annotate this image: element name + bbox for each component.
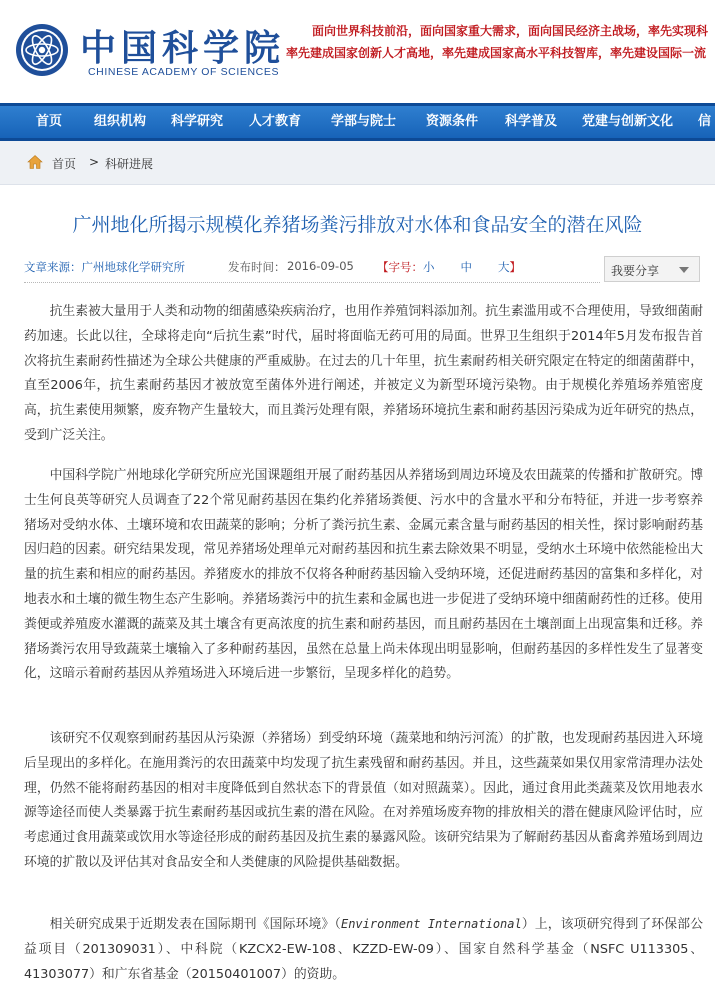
share-label: 我要分享 [611,264,660,278]
nav-item-organization[interactable]: 组织机构 [94,114,147,129]
site-name-en: CHINESE ACADEMY OF SCIENCES [88,66,280,78]
nav-item-info[interactable]: 信 [698,114,712,129]
article-paragraph-2: 中国科学院广州地球化学研究所应光国课题组开展了耐药基因从养猪场到周边环境及农田蔬菜的传播和扩散研究。博士生何良英等研究人员调查了22个常见耐药基因在集约化养猪场粪便、污水中的含量水平和分布特征，并进一步考察养猪场对受纳水体、土壤环境和农田蔬菜的影响；分析了粪污抗生素、金属元素含量与耐药基因的相关性，探讨影响耐药基因归趋的因素。研究结果发现，常见养猪场处理单元对耐药基因和抗生素去除效果不明显，受纳水土环境中依然能检出大量的抗生素和相应的耐药基因。养猪废水的排放不仅将各种耐药基因输入受纳环境，还促进耐药基因的富集和多样化，对地表水和土壤的微生物生态产生影响。养猪场粪污中的抗生素和金属也进一步促进了受纳环境中细菌耐药性的迁移。使用粪便或养殖废水灌溉的蔬菜及其土壤含有更高浓度的抗生素和耐药基因，而且耐药基因在土壤剖面上出现富集和迁移。养猪场粪污农用导致蔬菜土壤输入了多种耐药基因，虽然在总量上尚未体现出明显影响，但耐药基因的多样性发生了显著变化，这暗示着耐药基因从养殖场进入环境后进一步繁衍，呈现多样化的趋势。 [24,468,703,682]
font-size-small[interactable]: 小 [423,260,435,274]
breadcrumb-home-link[interactable]: 首页 [52,157,77,171]
nav-item-party-culture[interactable]: 党建与创新文化 [582,114,674,129]
nav-item-home[interactable]: 首页 [36,114,63,129]
cas-emblem-icon[interactable] [14,22,70,78]
home-icon[interactable] [27,154,43,170]
article-source: 文章来源：广州地球化学研究所 [24,260,185,274]
font-size-medium[interactable]: 中 [460,260,472,274]
paragraph-4-funding: ）上，该项研究得到了环保部公益项目（201309031）、中科院（KZCX2-EW-108、KZZD-EW-09）、国家自然科学基金（NSFC U113305、41303077）和广东省基金（20150401007）的资助。 [24,917,703,982]
font-size-switcher [377,259,521,275]
main-nav [0,103,715,141]
paragraph-4-intro: 相关研究成果于近期发表在国际期刊《国际环境》（ [49,917,341,932]
share-button[interactable] [604,256,700,282]
font-size-label: 【字号： [377,260,423,274]
chevron-down-icon [679,267,689,273]
article-title: 广州地化所揭示规模化养猪场粪污排放对水体和食品安全的潜在风险 [72,214,643,236]
journal-name: Environment International [340,917,522,931]
article-paragraph-4 [24,912,703,987]
publish-date-label: 发布时间： [228,260,286,274]
breadcrumb-separator: > [89,155,100,169]
site-name-cn[interactable]: 中国科学院 [80,27,286,69]
meta-divider [24,282,600,283]
nav-item-resources[interactable]: 资源条件 [426,114,479,129]
site-header [0,0,715,103]
publish-date: 2016-09-05 [287,259,354,273]
nav-item-research[interactable]: 科学研究 [171,114,224,129]
slogan-line-1: 面向世界科技前沿，面向国家重大需求，面向国民经济主战场，率先实现科 [312,24,709,38]
slogan-line-2: 率先建成国家创新人才高地，率先建成国家高水平科技智库，率先建设国际一流 [286,46,707,60]
font-size-close: 】 [509,260,521,274]
nav-item-popular-science[interactable]: 科学普及 [505,114,558,129]
nav-item-education[interactable]: 人才教育 [249,114,302,129]
article-paragraph-3: 该研究不仅观察到耐药基因从污染源（养猪场）到受纳环境（蔬菜地和纳污河流）的扩散，也发现耐药基因进入环境后呈现出的多样化。在施用粪污的农田蔬菜中均发现了抗生素残留和耐药基因。并且，这些蔬菜如果仅用家常清理办法处理，仍然不能将耐药基因的相对丰度降低到自然状态下的背景值（如对照蔬菜）。因此，通过食用此类蔬菜及饮用地表水源等途径而使人类暴露于抗生素耐药基因或抗生素的潜在风险。在对养殖场废弃物的排放相关的潜在健康风险评估时，应考虑通过食用蔬菜或饮用水等途径形成的耐药基因及抗生素的暴露风险。该研究结果为了解耐药基因从畜禽养殖场到周边环境的扩散以及评估其对食品安全和人类健康的风险提供基础数据。 [24,731,703,870]
nav-item-academicians[interactable]: 学部与院士 [331,114,397,129]
breadcrumb [0,141,715,185]
breadcrumb-current[interactable]: 科研进展 [105,157,154,171]
article-paragraph-1: 抗生素被大量用于人类和动物的细菌感染疾病治疗，也用作养殖饲料添加剂。抗生素滥用或不合理使用，导致细菌耐药加速。长此以往，全球将走向“后抗生素”时代，届时将面临无药可用的局面。世界卫生组织于2014年5月发布报告首次将抗生素耐药性描述为全球公共健康的严重威胁。在过去的几十年里，抗生素耐药相关研究限定在特定的细菌菌群中，直至2006年，抗生素耐药基因才被放宽至菌体外进行阐述，并被定义为新型环境污染物。由于规模化养殖场养殖密度高，抗生素使用频繁，废弃物产生量较大，而且粪污处理有限，养猪场环境抗生素和耐药基因污染成为近年研究的热点，受到广泛关注。 [24,304,703,443]
font-size-large[interactable]: 大 [498,260,510,274]
